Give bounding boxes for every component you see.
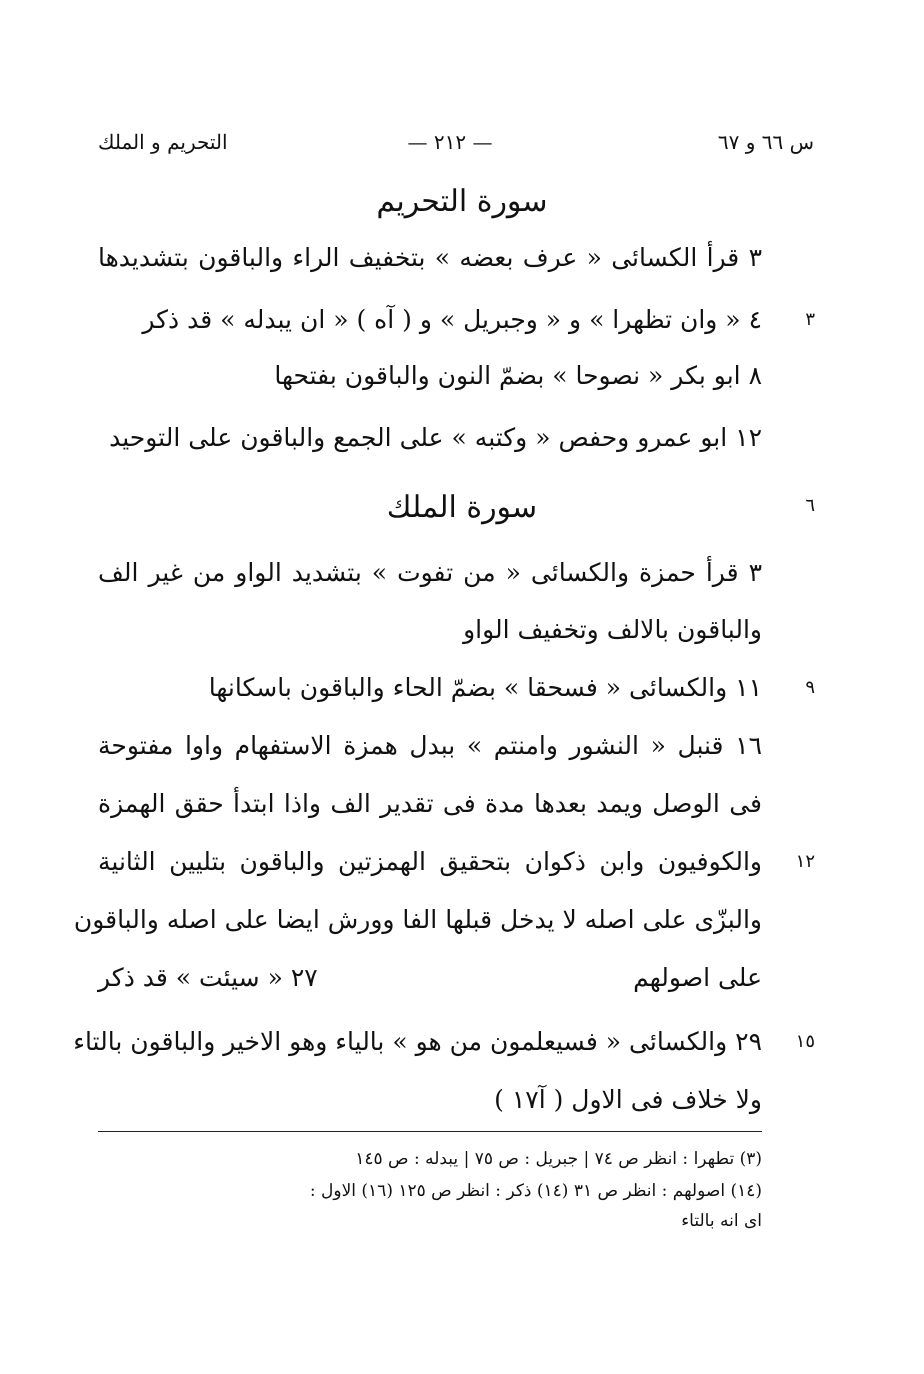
margin-line-number: ١٥	[795, 1031, 815, 1052]
text-line: ٢٧ « سيئت » قد ذكر	[98, 963, 318, 992]
running-header-range: س ٦٦ و ٦٧	[717, 130, 814, 154]
footnote-line: (٣) تطهرا : انظر ص ٧٤ | جبريل : ص ٧٥ | يبدله : ص ١٤٥	[355, 1149, 762, 1169]
section-title-tahrim: سورة التحريم	[376, 184, 548, 219]
margin-line-number: ٣	[805, 309, 815, 330]
text-line: ٢٩ والكسائى « فسيعلمون من هو » بالياء وهو الاخير والباقون بالتاء	[73, 1027, 762, 1056]
text-line: فى الوصل ويمد بعدها مدة فى تقدير الف واذا ابتدأ حقق الهمزة	[98, 789, 762, 818]
running-header-title: التحريم و الملك	[98, 130, 228, 154]
text-line: والباقون بالالف وتخفيف الواو	[463, 615, 762, 644]
text-line: ٤ « وان تظهرا » و « وجبريل » و ( آه ) « ان يبدله » قد ذكر	[142, 305, 762, 334]
margin-line-number: ١٢	[795, 851, 815, 872]
footnote-divider	[98, 1131, 762, 1132]
margin-line-number: ٩	[805, 677, 815, 698]
text-line: والكوفيون وابن ذكوان بتحقيق الهمزتين والباقون بتليين الثانية	[98, 847, 762, 876]
text-line: ٣ قرأ الكسائى « عرف بعضه » بتخفيف الراء والباقون بتشديدها	[98, 243, 762, 272]
text-line: ١٦ قنبل « النشور وامنتم » ببدل همزة الاستفهام واوا مفتوحة	[98, 731, 762, 760]
text-line: ٨ ابو بكر « نصوحا » بضمّ النون والباقون بفتحها	[274, 361, 762, 390]
text-line: ١٢ ابو عمرو وحفص « وكتبه » على الجمع والباقون على التوحيد	[109, 423, 762, 452]
page-number: — ٢١٢ —	[407, 130, 493, 154]
text-line: على اصولهم	[633, 963, 762, 992]
text-line: ١١ والكسائى « فسحقا » بضمّ الحاء والباقون باسكانها	[208, 673, 762, 702]
text-line: ٣ قرأ حمزة والكسائى « من تفوت » بتشديد الواو من غير الف	[98, 558, 762, 587]
text-line: ولا خلاف فى الاول ( آ١٧ )	[494, 1085, 762, 1114]
footnote-line: اى انه بالتاء	[681, 1211, 762, 1231]
margin-line-number: ٦	[805, 495, 815, 516]
text-line: والبزّى على اصله لا يدخل قبلها الفا وورش ايضا على اصله والباقون	[73, 905, 762, 934]
section-title-mulk: سورة الملك	[386, 490, 538, 525]
footnote-line: (١٤) اصولهم : انظر ص ٣١ (١٤) ذكر : انظر ص ١٢٥ (١٦) الاول :	[309, 1181, 762, 1201]
